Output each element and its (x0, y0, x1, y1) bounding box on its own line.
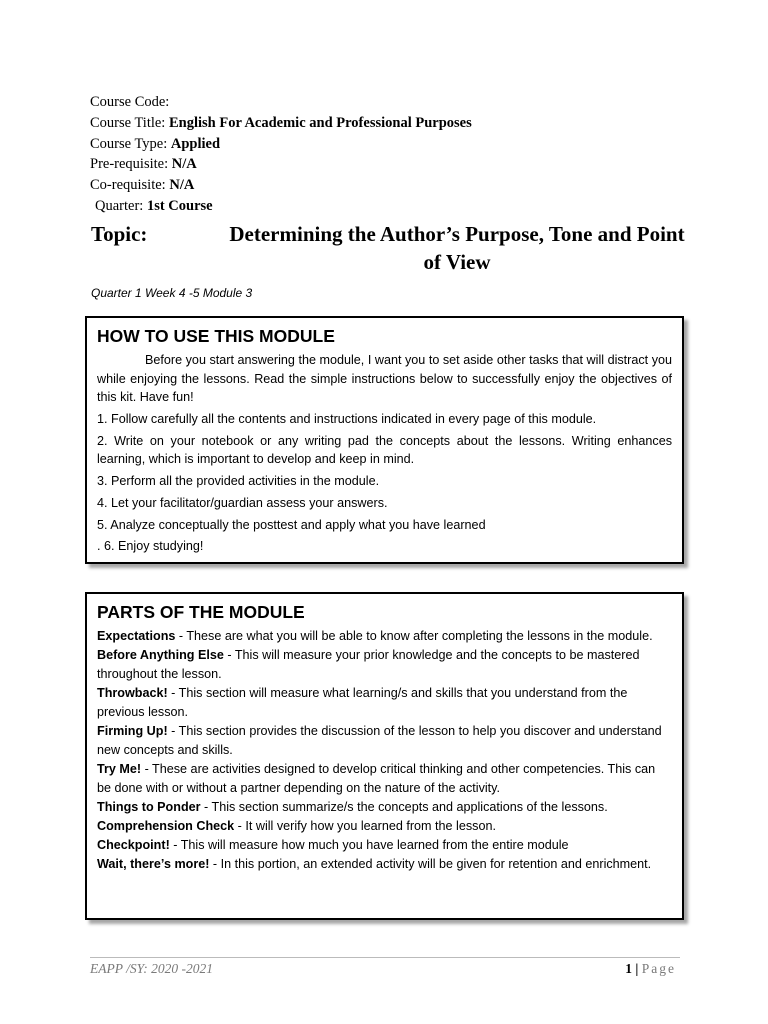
footer-course-year: EAPP /SY: 2020 -2021 (90, 961, 213, 976)
part-desc: - This will measure your prior knowledge and the concepts to be mastered throughout the lesson. (97, 648, 640, 681)
how-to-use-body (97, 351, 672, 556)
quarter-row (90, 196, 472, 217)
corequisite-value: N/A (169, 177, 195, 194)
how-to-use-item: 4. Let your facilitator/guardian assess your answers. (97, 495, 388, 510)
prerequisite-label: Pre-requisite: (90, 156, 172, 173)
part-term: Wait, there’s more! (97, 857, 210, 871)
how-to-use-item: 3. Perform all the provided activities in the module. (97, 474, 380, 489)
part-item (97, 798, 672, 817)
quarter-week-module: Quarter 1 Week 4 -5 Module 3 (91, 286, 253, 300)
prerequisite-row (90, 154, 472, 175)
page-separator: | (632, 961, 642, 976)
footer-divider (90, 957, 680, 958)
how-to-use-box (85, 316, 684, 564)
part-desc: - In this portion, an extended activity will be given for retention and enrichment. (209, 857, 652, 871)
part-desc: - These are what you will be able to know after completing the lessons in the module. (175, 629, 653, 643)
footer-page-indicator (625, 961, 676, 977)
corequisite-row (90, 175, 472, 196)
course-type-value: Applied (170, 135, 221, 152)
part-item (97, 627, 672, 646)
how-to-use-item: 5. Analyze conceptually the posttest and apply what you have learned (97, 517, 486, 532)
course-code-label: Course Code: (90, 94, 170, 110)
part-term: Things to Ponder (97, 800, 201, 814)
how-to-use-item: 1. Follow carefully all the contents and instructions indicated in every page of this module. (97, 411, 597, 426)
part-item (97, 855, 672, 874)
how-to-use-item: 2. Write on your notebook or any writing pad the concepts about the lessons. Writing enhances learning, which is important to develop and keep in mind. (97, 433, 672, 467)
part-desc: - This section will measure what learning/s and skills that you understand from the previous lesson. (97, 686, 628, 719)
part-desc: - This section provides the discussion of the lesson to help you discover and understand new concepts and skills. (97, 724, 662, 757)
course-type-label: Course Type: (90, 135, 171, 152)
course-info (90, 92, 472, 217)
course-type-row (90, 134, 472, 155)
how-to-use-item: . 6. Enjoy studying! (97, 539, 204, 554)
course-title-value: English For Academic and Professional Purposes (168, 114, 472, 131)
part-desc: - It will verify how you learned from the lesson. (234, 819, 496, 833)
parts-heading: PARTS OF THE MODULE (97, 602, 305, 622)
part-term: Checkpoint! (97, 838, 170, 852)
part-item (97, 722, 672, 760)
quarter-label: Quarter: (95, 197, 147, 214)
page-label: Page (641, 961, 676, 976)
part-term: Before Anything Else (97, 648, 224, 662)
course-title-row (90, 113, 472, 134)
part-term: Throwback! (97, 686, 168, 700)
part-item (97, 817, 672, 836)
corequisite-label: Co-requisite: (90, 177, 170, 194)
course-title-label: Course Title: (90, 114, 169, 131)
how-to-use-intro: Before you start answering the module, I want you to set aside other tasks that will distract you while enjoying the lessons. Read the simple instructions below to successfully enjoy the objectives of this kit. Have fun! (97, 353, 672, 405)
part-item (97, 646, 672, 684)
part-term: Try Me! (97, 762, 142, 776)
topic-title: Determining the Author’s Purpose, Tone and Point of View (229, 222, 685, 274)
course-code-row (90, 92, 472, 113)
parts-list (97, 627, 672, 874)
part-desc: - This section summarize/s the concepts and applications of the lessons. (200, 800, 608, 814)
part-term: Firming Up! (97, 724, 168, 738)
how-to-use-heading: HOW TO USE THIS MODULE (97, 326, 335, 346)
topic-label: Topic: (91, 222, 148, 246)
part-item (97, 684, 672, 722)
page-number: 1 (625, 961, 633, 976)
part-item (97, 760, 672, 798)
part-desc: - This will measure how much you have learned from the entire module (169, 838, 569, 852)
prerequisite-value: N/A (171, 156, 197, 173)
part-term: Comprehension Check (97, 819, 235, 833)
part-item (97, 836, 672, 855)
part-term: Expectations (97, 629, 176, 643)
parts-of-module-box (85, 592, 684, 920)
quarter-value: 1st Course (146, 197, 213, 214)
part-desc: - These are activities designed to develop critical thinking and other competencies. This can be done with or without a partner depending on the nature of the activity. (97, 762, 656, 795)
